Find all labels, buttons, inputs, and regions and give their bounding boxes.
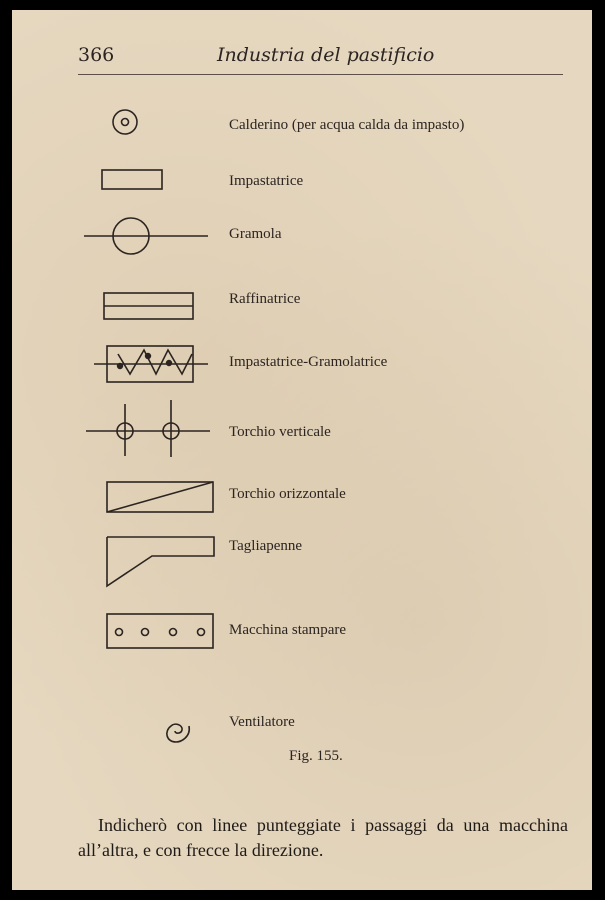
legend-label-tagliapenne: Tagliapenne [229,538,303,554]
body-paragraph-text: Indicherò con linee punteggiate i passaggi da una macchina all’altra, e con frecce la direzione. [78,815,568,860]
legend-label-impastatrice-gramolatrice: Impastatrice-Gramolatrice [229,354,388,370]
impastatrice-symbol [102,170,162,189]
figure-caption: Fig. 155. [289,748,343,764]
legend-label-impastatrice: Impastatrice [229,173,304,189]
legend-label-torchio-verticale: Torchio verticale [229,424,331,440]
body-paragraph [78,813,568,863]
legend-label-raffinatrice: Raffinatrice [229,291,301,307]
macchina-stampare-symbol [107,614,213,648]
tagliapenne-symbol [107,537,214,586]
legend-label-torchio-orizzontale: Torchio orizzontale [229,486,346,502]
torchio-verticale-symbol [86,400,210,457]
legend-label-ventilatore: Ventilatore [229,714,295,730]
legend-label-macchina-stampare: Macchina stampare [229,622,347,638]
legend-label-gramola: Gramola [229,226,282,242]
impastatrice-gramolatrice-symbol [94,346,208,382]
book-page [12,10,592,890]
running-head: Industria del pastificio [217,44,435,66]
ventilatore-symbol [167,724,189,742]
legend-label-calderino: Calderino (per acqua calda da impasto) [229,117,465,133]
page-number: 366 [78,44,115,66]
gramola-symbol [84,218,208,254]
torchio-orizzontale-symbol [107,482,213,512]
calderino-symbol [113,110,137,134]
raffinatrice-symbol [104,293,193,319]
